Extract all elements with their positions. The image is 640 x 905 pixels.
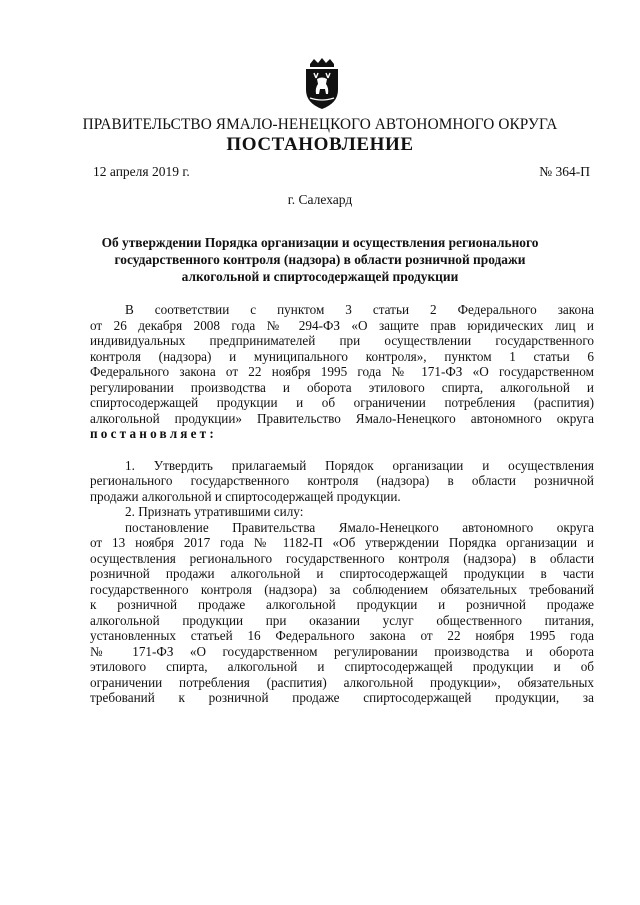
text-line: этилового спирта, алкогольной и спиртосодержащей продукции и об (90, 659, 594, 674)
text-line: розничной продажи алкогольной и спиртосодержащей продукции в части (90, 566, 594, 581)
document-number: № 364-П (539, 164, 590, 179)
text-line: регулировании производства и оборота этилового спирта, алкогольной и (90, 379, 594, 395)
document-date: 12 апреля 2019 г. (93, 164, 190, 179)
text-line: В соответствии с пунктом 3 статьи 2 Федерального закона (125, 302, 594, 317)
text-line: индивидуальных предпринимателей при осуществлении государственного (90, 333, 594, 348)
preamble-paragraph (90, 302, 594, 442)
text-line: от 26 декабря 2008 года № 294-ФЗ «О защите прав юридических лиц и (90, 317, 594, 333)
item-1-paragraph (90, 458, 594, 505)
title-line: алкогольной и спиртосодержащей продукции (181, 269, 459, 284)
text-line: алкогольной продукции» Правительство Ямало-Ненецкого автономного округа (90, 410, 594, 426)
text-line: контроля (надзора) и муниципального контроля», пунктом 1 статьи 6 (90, 348, 594, 364)
text-line: государственного контроля (надзора) за соблюдением обязательных требований (90, 581, 594, 597)
text-line: продажи алкогольной и спиртосодержащей продукции. (90, 488, 401, 504)
decree-word: постановляет: (90, 426, 217, 441)
text-line: ограничении потребления (распития) алкогольной продукции», обязательных (90, 674, 594, 690)
text-line: требований к розничной продаже спиртосодержащей продукции, за (90, 690, 594, 705)
text-line: регионального государственного контроля (надзора) в области розничной (90, 473, 594, 488)
repeal-paragraph (90, 520, 594, 706)
text-line: к розничной продаже алкогольной продукции и розничной продаже (90, 597, 594, 612)
text-line: Федерального закона от 22 ноября 1995 года № 171-ФЗ «О государственном (90, 364, 594, 379)
document-city: г. Салехард (287, 192, 353, 207)
text-line: спиртосодержащей продукции и об ограничении потребления (распития) (90, 395, 594, 410)
document-type: ПОСТАНОВЛЕНИЕ (226, 134, 414, 155)
item-2-paragraph (90, 504, 594, 520)
text-line: постановление Правительства Ямало-Ненецкого автономного округа (125, 519, 594, 535)
coat-of-arms-icon (300, 58, 344, 110)
text-line: 1. Утвердить прилагаемый Порядок организации и осуществления (125, 457, 594, 473)
title-line: государственного контроля (надзора) в области розничной продажи (114, 252, 526, 267)
title-line: Об утверждении Порядка организации и осуществления регионального (101, 235, 539, 250)
text-line: осуществления регионального государственного контроля (надзора) в области (90, 550, 594, 566)
text-line: № 171-ФЗ «О государственном регулировании производства и оборота (90, 643, 594, 659)
text-line: алкогольной продукции при оказании услуг общественного питания, (90, 612, 594, 628)
text-line: 2. Признать утратившими силу: (125, 504, 304, 519)
text-line: от 13 ноября 2017 года № 1182-П «Об утверждении Порядка организации и (90, 535, 594, 550)
document-title (70, 234, 570, 285)
document-body (90, 302, 594, 706)
government-name: ПРАВИТЕЛЬСТВО ЯМАЛО-НЕНЕЦКОГО АВТОНОМНОГО ОКРУГА (82, 116, 558, 133)
text-line: установленных статьей 16 Федерального закона от 22 ноября 1995 года (90, 628, 594, 643)
